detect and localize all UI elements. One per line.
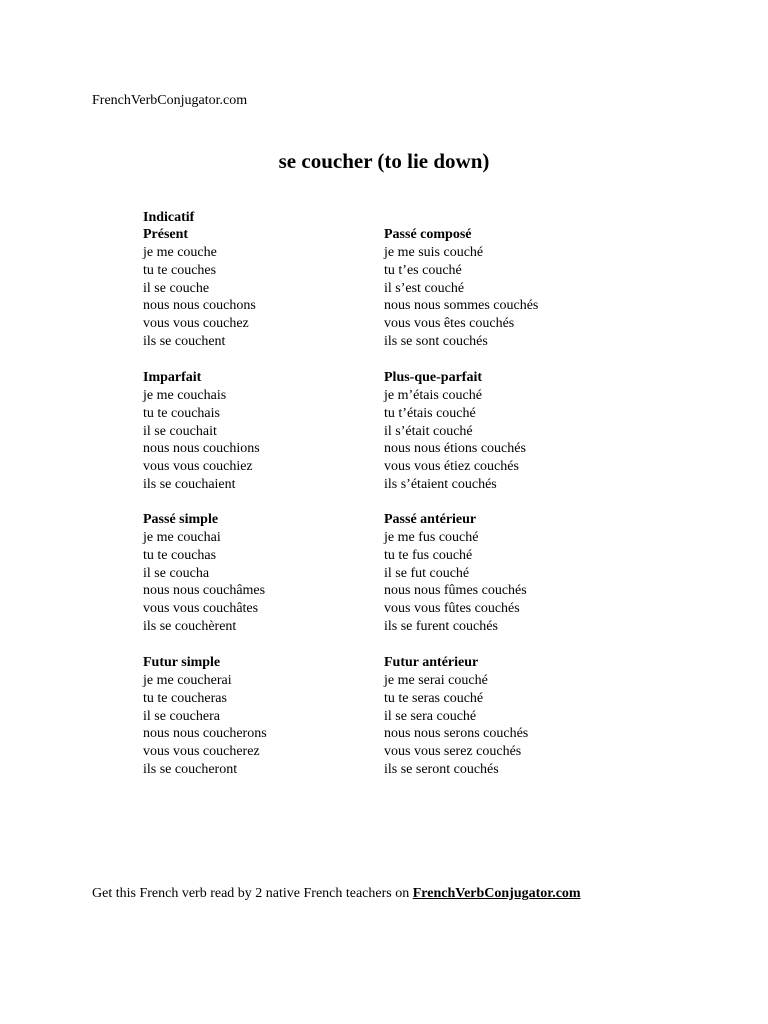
conjugation-line: je me fus couché <box>384 530 479 545</box>
conjugation-line: je me serai couché <box>384 673 488 688</box>
conjugation-line: je me suis couché <box>384 245 484 260</box>
page-title: se coucher (to lie down) <box>278 149 490 173</box>
conjugation-line: il se couche <box>143 280 210 296</box>
footer-site-link[interactable]: FrenchVerbConjugator.com <box>412 886 581 901</box>
conjugation-line: il se coucha <box>143 565 210 581</box>
conjugation-line: ils se furent couchés <box>384 618 498 634</box>
conjugation-line: vous vous serez couchés <box>384 744 522 760</box>
conjugation-line: vous vous couchez <box>143 316 249 332</box>
conjugation-line: vous vous étiez couchés <box>384 459 519 475</box>
footer-text: Get this French verb read by 2 native French teachers on <box>92 886 413 901</box>
conjugation-line: ils s’étaient couchés <box>384 476 497 492</box>
conjugation-line: il se sera couché <box>384 708 477 724</box>
tense-name: Futur simple <box>143 655 221 670</box>
conjugation-line: il se fut couché <box>384 565 470 581</box>
conjugation-line: je m’étais couché <box>384 388 482 403</box>
conjugation-line: tu t’es couché <box>384 262 462 278</box>
conjugation-line: tu t’étais couché <box>384 405 476 421</box>
conjugation-line: nous nous serons couchés <box>384 726 529 742</box>
conjugation-line: ils se sont couchés <box>384 333 488 349</box>
conjugation-line: tu te couchas <box>143 547 217 563</box>
tense-block-present <box>143 226 373 351</box>
conjugation-line: vous vous couchiez <box>143 459 253 475</box>
conjugation-line: il se couchera <box>143 708 220 724</box>
tense-block-plus-que-parfait <box>384 369 614 494</box>
conjugation-line: tu te coucheras <box>143 690 227 706</box>
footer <box>92 885 581 903</box>
mood-label: Indicatif <box>143 210 195 225</box>
tense-block-passe-anterieur <box>384 511 614 636</box>
tense-name: Futur antérieur <box>384 655 479 670</box>
conjugation-line: il se couchait <box>143 423 217 439</box>
tense-block-imparfait <box>143 369 373 494</box>
conjugation-line: nous nous couchâmes <box>143 583 266 599</box>
conjugation-line: tu te couchais <box>143 405 220 421</box>
conjugation-line: je me couchai <box>143 530 221 545</box>
conjugation-line: vous vous êtes couchés <box>384 316 515 332</box>
tense-name: Plus-que-parfait <box>384 370 482 385</box>
conjugation-line: vous vous couchâtes <box>143 601 259 617</box>
conjugation-line: nous nous étions couchés <box>384 441 526 457</box>
conjugation-line: vous vous coucherez <box>143 744 260 760</box>
conjugation-line: ils se couchent <box>143 333 226 349</box>
tense-block-passe-simple <box>143 511 373 636</box>
tense-block-futur-simple <box>143 654 373 779</box>
conjugation-line: je me coucherai <box>143 673 232 688</box>
conjugation-line: il s’est couché <box>384 280 465 296</box>
tense-name: Passé simple <box>143 512 219 527</box>
conjugation-line: tu te seras couché <box>384 690 484 706</box>
tense-block-passe-compose <box>384 226 614 351</box>
conjugation-line: je me couchais <box>143 388 227 403</box>
conjugation-line: ils se coucheront <box>143 761 238 777</box>
conjugation-line: je me couche <box>143 245 217 260</box>
conjugation-line: tu te fus couché <box>384 547 473 563</box>
tense-name: Présent <box>143 227 189 242</box>
tense-name: Passé antérieur <box>384 512 477 527</box>
conjugation-line: nous nous sommes couchés <box>384 298 539 314</box>
tense-block-futur-anterieur <box>384 654 614 779</box>
conjugation-line: tu te couches <box>143 262 217 278</box>
tense-name: Imparfait <box>143 370 202 385</box>
conjugation-line: nous nous couchons <box>143 298 256 314</box>
conjugation-line: ils se seront couchés <box>384 761 499 777</box>
conjugation-line: ils se couchèrent <box>143 618 237 634</box>
conjugation-line: ils se couchaient <box>143 476 236 492</box>
site-header: FrenchVerbConjugator.com <box>92 93 248 108</box>
conjugation-line: nous nous coucherons <box>143 726 267 742</box>
conjugation-line: nous nous couchions <box>143 441 260 457</box>
tense-name: Passé composé <box>384 227 472 242</box>
conjugation-line: vous vous fûtes couchés <box>384 601 520 617</box>
conjugation-line: il s’était couché <box>384 423 473 439</box>
conjugation-line: nous nous fûmes couchés <box>384 583 527 599</box>
